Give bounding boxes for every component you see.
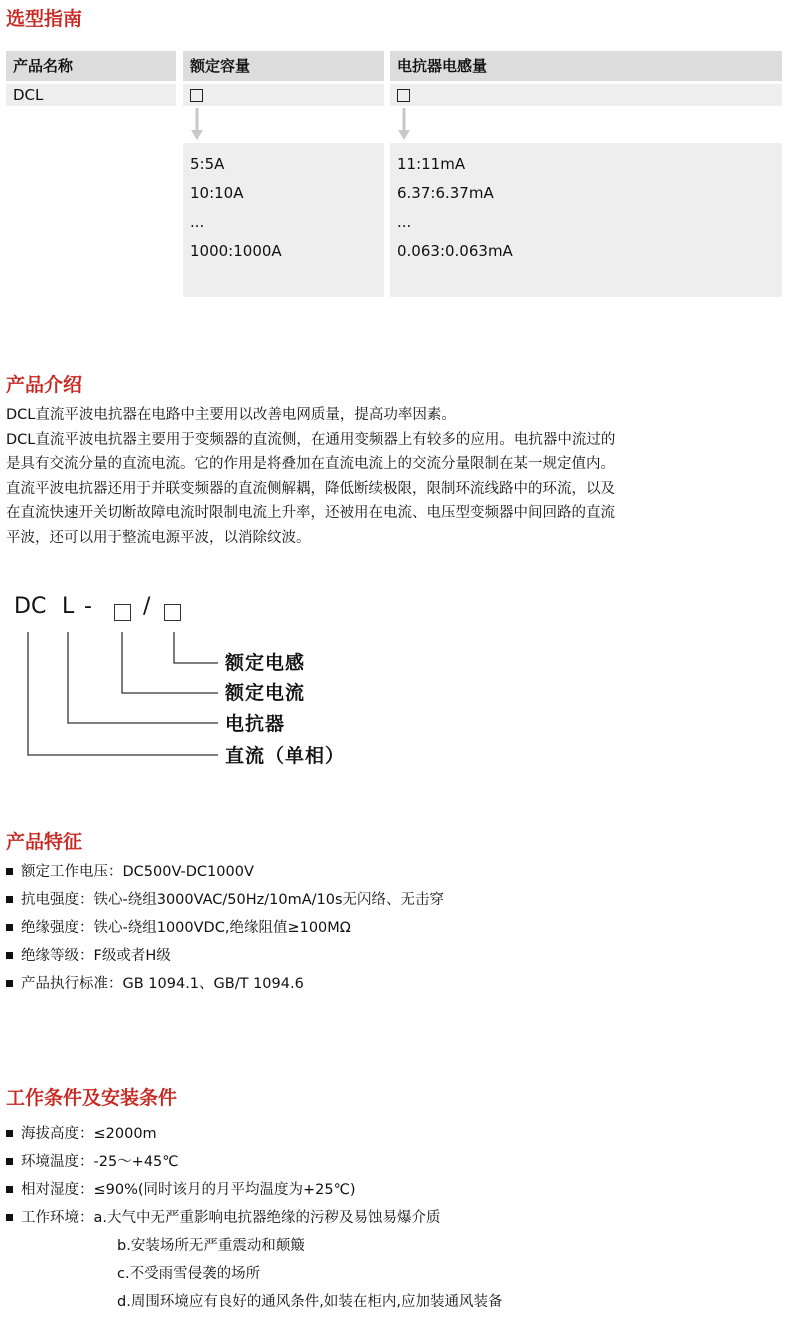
condition-item: 海拔高度：≤2000m	[6, 1121, 157, 1147]
condition-sub-item: b.安装场所无严重震动和颠簸	[117, 1238, 305, 1254]
bullet-icon	[6, 924, 13, 931]
down-arrow-icon	[397, 108, 417, 144]
capacity-options-list	[183, 143, 384, 297]
feature-item: 抗电强度：铁心-绕组3000VAC/50Hz/10mA/10s无闪络、无击穿	[6, 887, 444, 913]
code-slash: /	[143, 594, 151, 619]
intro-line: 是具有交流分量的直流电流。它的作用是将叠加在直流电流上的交流分量限制在某一规定值内。	[6, 456, 615, 472]
label-rated-current: 额定电流	[225, 682, 306, 704]
bullet-icon	[6, 868, 13, 875]
feature-item: 产品执行标准：GB 1094.1、GB/T 1094.6	[6, 971, 304, 997]
intro-line: DCL直流平波电抗器主要用于变频器的直流侧，在通用变频器上有较多的应用。电抗器中流过的	[6, 431, 616, 448]
inductance-options-list	[390, 143, 782, 297]
placeholder-box-icon	[397, 89, 410, 102]
label-dc-single-phase: 直流（单相）	[225, 745, 346, 767]
col-header-rated-capacity: 额定容量	[183, 51, 384, 81]
intro-line: DCL直流平波电抗器在电路中主要用以改善电网质量，提高功率因素。	[6, 407, 456, 423]
label-rated-inductance: 额定电感	[225, 652, 306, 674]
condition-item: 环境温度：-25～+45℃	[6, 1149, 179, 1175]
capacity-option: 10:10A	[190, 184, 244, 202]
rated-capacity-value	[183, 84, 384, 106]
conditions-title: 工作条件及安装条件	[6, 1087, 178, 1109]
bullet-icon	[6, 952, 13, 959]
down-arrow-icon	[190, 108, 210, 144]
col-header-product-name: 产品名称	[6, 51, 176, 81]
capacity-option: 5:5A	[190, 155, 225, 173]
bullet-icon	[6, 1186, 13, 1193]
code-inductance-box-icon	[164, 604, 181, 621]
model-code-diagram	[0, 620, 230, 770]
condition-sub-item: d.周围环境应有良好的通风条件,如装在柜内,应加装通风装备	[117, 1294, 503, 1310]
product-intro-text	[6, 403, 615, 550]
product-intro-title: 产品介绍	[6, 374, 83, 396]
inductance-option: ...	[397, 213, 412, 231]
intro-line: 直流平波电抗器还用于并联变频器的直流侧解耦，降低断续极限，限制环流线路中的环流，以及	[6, 480, 615, 497]
bullet-icon	[6, 980, 13, 987]
bullet-icon	[6, 1158, 13, 1165]
inductance-option: 11:11mA	[397, 155, 466, 173]
selection-guide-title: 选型指南	[6, 8, 83, 30]
inductance-option: 6.37:6.37mA	[397, 184, 494, 202]
condition-item: 相对湿度：≤90%(同时该月的月平均温度为+25℃)	[6, 1177, 356, 1203]
feature-item: 绝缘强度：铁心-绕组1000VDC,绝缘阻值≥100MΩ	[6, 915, 351, 941]
capacity-option: ...	[190, 213, 205, 231]
inductance-value	[390, 84, 782, 106]
product-name-value: DCL	[6, 84, 176, 106]
code-dash: -	[84, 594, 92, 619]
label-reactor: 电抗器	[225, 713, 286, 735]
features-title: 产品特征	[6, 831, 83, 853]
placeholder-box-icon	[190, 89, 203, 102]
code-current-box-icon	[114, 604, 131, 621]
code-dc: DC	[14, 594, 47, 619]
bullet-icon	[6, 896, 13, 903]
condition-sub-item: c.不受雨雪侵袭的场所	[117, 1266, 261, 1282]
bullet-icon	[6, 1214, 13, 1221]
feature-item: 额定工作电压：DC500V-DC1000V	[6, 859, 254, 885]
bullet-icon	[6, 1130, 13, 1137]
code-l: L	[62, 594, 75, 619]
capacity-option: 1000:1000A	[190, 242, 282, 260]
feature-item: 绝缘等级：F级或者H级	[6, 943, 171, 969]
condition-item: 工作环境：a.大气中无严重影响电抗器绝缘的污秽及易蚀易爆介质	[6, 1205, 441, 1231]
inductance-option: 0.063:0.063mA	[397, 242, 513, 260]
col-header-inductance: 电抗器电感量	[390, 51, 782, 81]
intro-line: 在直流快速开关切断故障电流时限制电流上升率，还被用在电流、电压型变频器中间回路的直流	[6, 505, 615, 521]
intro-line: 平波，还可以用于整流电源平波，以消除纹波。	[6, 529, 311, 546]
